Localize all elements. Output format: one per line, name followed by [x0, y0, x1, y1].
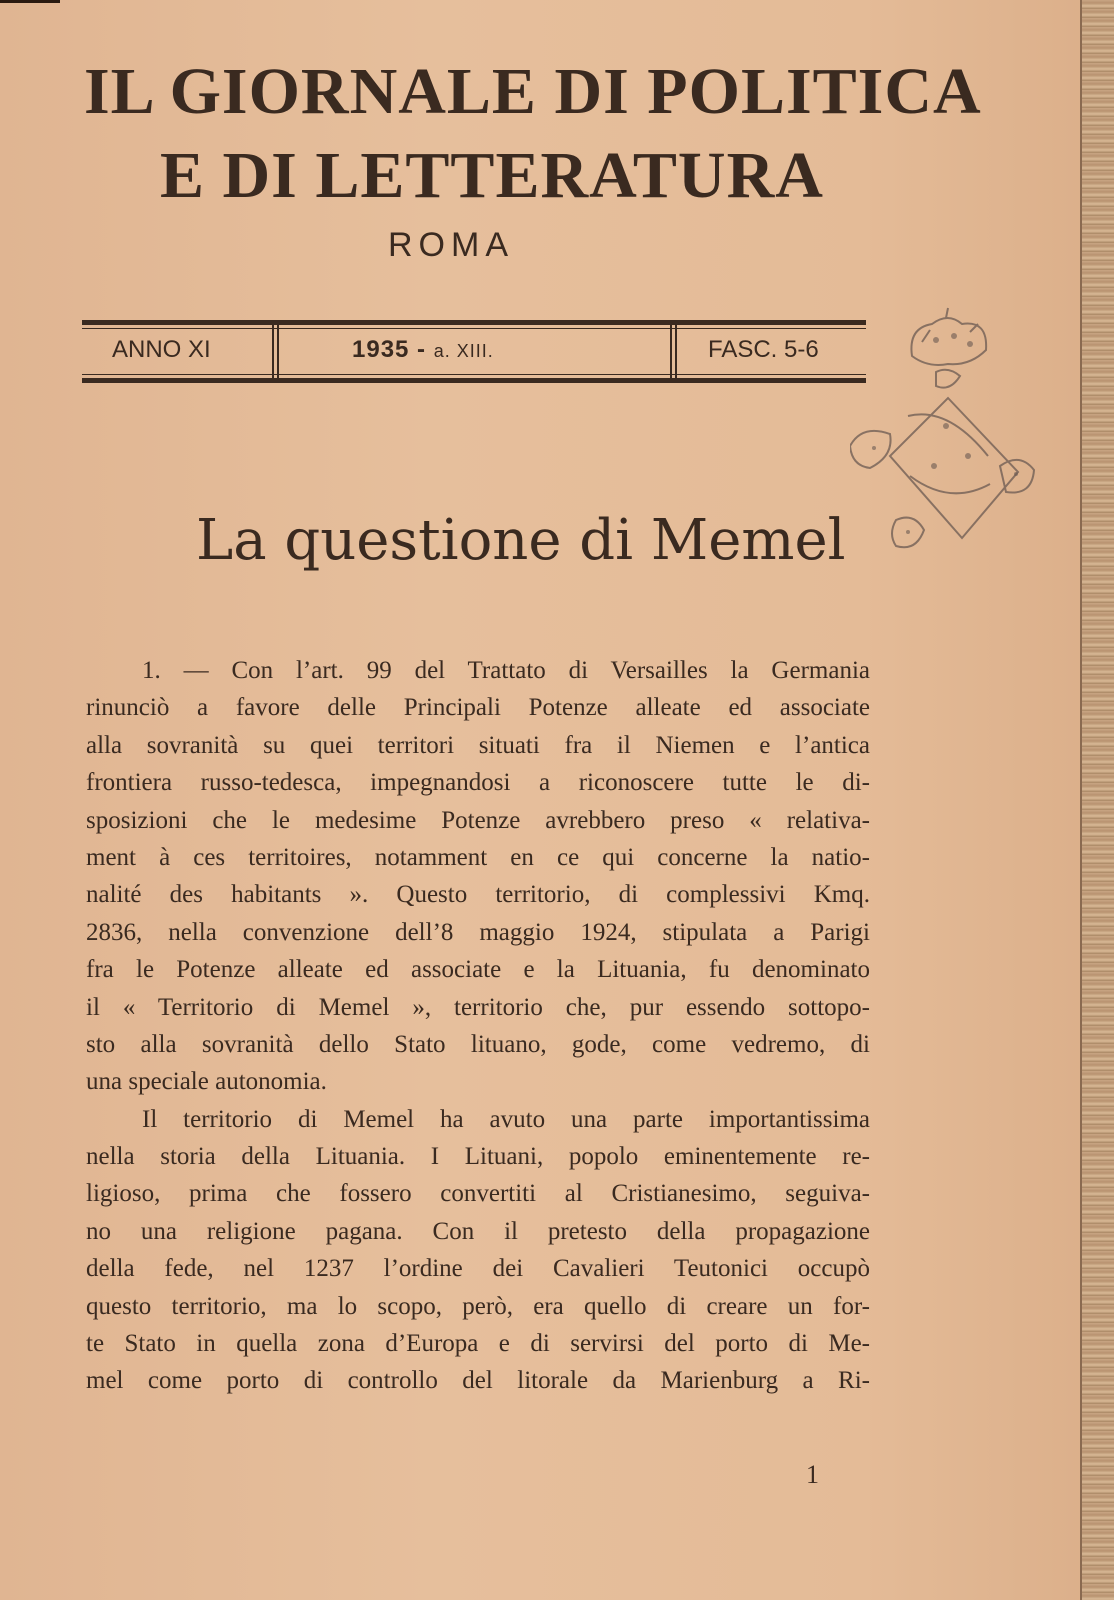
issue-bar-thin-rule-top: [82, 328, 866, 329]
issue-anno: ANNO XI: [112, 336, 211, 363]
text-line: fra le Potenze alleate ed associate e la Lituania, fu denominato: [86, 956, 870, 984]
journal-city: ROMA: [388, 226, 514, 264]
text-line: sto alla sovranità dello Stato lituano, gode, come vedremo, di: [86, 1030, 870, 1058]
text-line: della fede, nel 1237 l’ordine dei Cavalieri Teutonici occupò: [86, 1255, 870, 1283]
text-line: 2836, nella convenzione dell’8 maggio 1924, stipulata a Parigi: [86, 918, 870, 946]
text-line: te Stato in quella zona d’Europa e di servirsi del porto di Me-: [86, 1330, 870, 1358]
text-line: ment à ces territoires, notamment en ce qui concerne la natio-: [86, 843, 870, 871]
text-line: 1. — Con l’art. 99 del Trattato di Versailles la Germania: [142, 657, 870, 684]
issue-era: a. XIII.: [433, 341, 494, 361]
text-line: il « Territorio di Memel », territorio che, pur essendo sottopo-: [86, 993, 870, 1021]
issue-bar-divider: [277, 325, 279, 378]
issue-bar-divider: [670, 325, 672, 378]
issue-bar-top-rule: [82, 320, 866, 325]
text-line: questo territorio, ma lo scopo, però, era quello di creare un for-: [86, 1292, 870, 1320]
book-binding-edge: [1080, 0, 1114, 1600]
article-body: [86, 652, 870, 1400]
text-line: rinunciò a favore delle Principali Potenze alleate ed associate: [86, 694, 870, 722]
text-line: Il territorio di Memel ha avuto una parte importantissima: [142, 1105, 870, 1133]
text-line: nella storia della Lituania. I Lituani, popolo eminentemente re-: [86, 1143, 870, 1171]
page-number: 1: [806, 1460, 819, 1489]
text-line: una speciale autonomia.: [86, 1068, 327, 1096]
journal-title-line1: IL GIORNALE DI POLITICA: [84, 55, 982, 128]
text-line: mel come porto di controllo del litorale da Marienburg a Ri-: [86, 1367, 870, 1395]
issue-year: [352, 336, 494, 364]
issue-bar-thin-rule-bottom: [82, 374, 866, 375]
article-title: La questione di Memel: [196, 508, 846, 573]
issue-bar-divider: [272, 325, 274, 378]
top-edge-mark: [0, 0, 60, 3]
library-stamp-crown-icon: [850, 306, 1046, 574]
text-line: ligioso, prima che fossero convertiti al Cristianesimo, seguiva-: [86, 1180, 870, 1208]
text-line: sposizioni che le medesime Potenze avrebbero preso « relativa-: [86, 806, 870, 834]
journal-title-line2: E DI LETTERATURA: [160, 139, 824, 212]
text-line: nalité des habitants ». Questo territorio, di complessivi Kmq.: [86, 881, 870, 909]
issue-bar-divider: [675, 325, 677, 378]
issue-fascicolo: FASC. 5-6: [708, 336, 819, 363]
text-line: no una religione pagana. Con il pretesto della propagazione: [86, 1217, 870, 1245]
issue-bar-bottom-rule: [82, 378, 866, 383]
text-line: frontiera russo-tedesca, impegnandosi a riconoscere tutte le di-: [86, 769, 870, 797]
issue-year-value: 1935 -: [352, 336, 427, 363]
text-line: alla sovranità su quei territori situati fra il Niemen e l’antica: [86, 731, 870, 759]
